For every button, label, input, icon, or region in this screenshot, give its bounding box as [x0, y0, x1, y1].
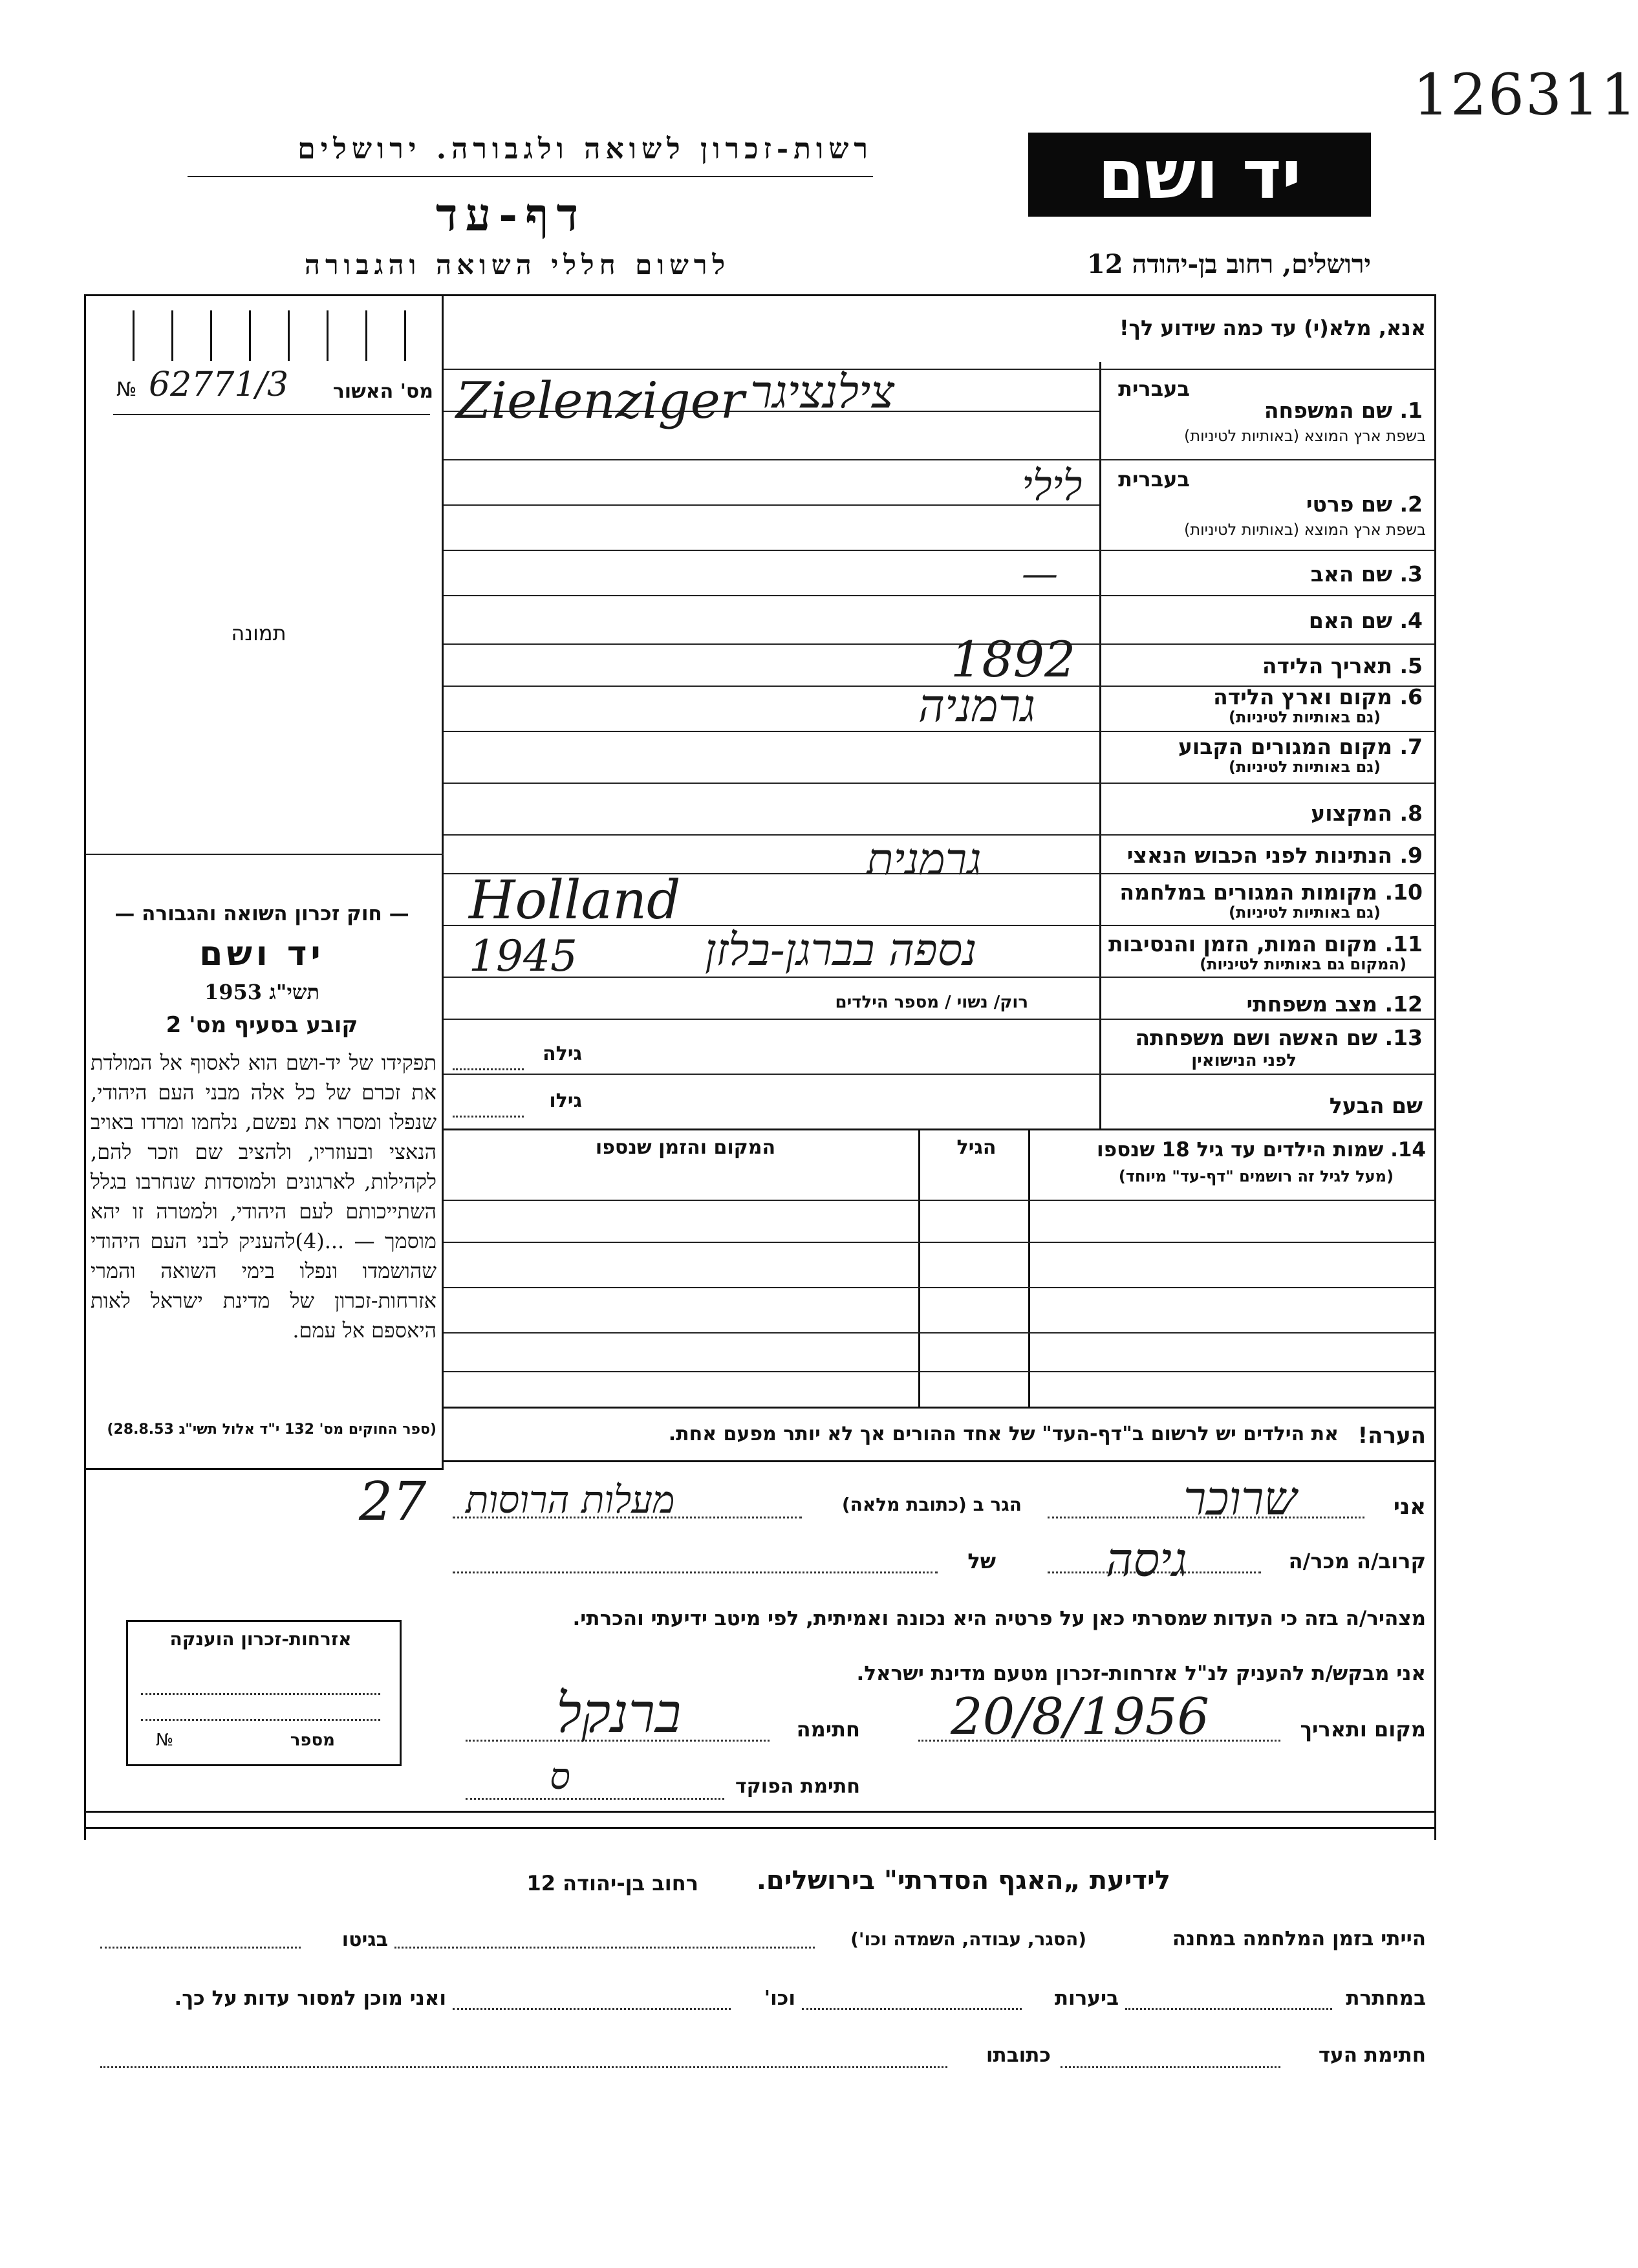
place-date-label: מקום ותאריך — [1300, 1717, 1426, 1742]
signature-value: ברנקל — [556, 1681, 682, 1745]
field-11-label: 11. מקום המות, הזמן והנסיבות — [1108, 931, 1423, 956]
relation-value: גיסה — [1106, 1533, 1187, 1587]
archive-number: 126311 — [1413, 61, 1638, 128]
frame-bottom — [84, 1811, 1436, 1813]
field-8-label: 8. המקצוע — [1311, 801, 1423, 826]
husband-age-line — [453, 1116, 524, 1118]
place-date-value: 20/8/1956 — [951, 1688, 1209, 1746]
relation-label: קרוב/ה מכר/ה — [1288, 1549, 1426, 1573]
field-5-value: 1892 — [951, 631, 1076, 688]
bottom-line3-a: חתימת העד — [1318, 2044, 1426, 2067]
header-address: ירושלים, רחוב בן-יהודה 12 — [1086, 249, 1371, 279]
hebrew-tag-1: בעברית — [1118, 376, 1190, 401]
field-9-value: גרמנית — [867, 834, 982, 885]
field-2-label: 2. שם פרטי — [1306, 491, 1423, 517]
intro-text: אנא, מלא(י) עד כמה שידוע לך! — [1119, 316, 1426, 340]
field-2-value: לילי — [1022, 462, 1083, 510]
certificate-line-1 — [141, 1693, 380, 1695]
field-14-label: 14. שמות הילדים עד גיל 18 שנספו — [1097, 1138, 1426, 1161]
husband-label: שם הבעל — [1329, 1093, 1423, 1118]
note-label: הערה! — [1357, 1423, 1426, 1449]
field-3-value: — — [1022, 553, 1058, 595]
of-line — [453, 1571, 938, 1573]
bottom-section-rule — [84, 1827, 1436, 1829]
field-4-label: 4. שם האם — [1308, 608, 1423, 633]
field-12-options: רוק/ נשוי / מספר הילדים — [835, 993, 1028, 1012]
photo-area-bottom — [86, 854, 444, 855]
field-6-label: 6. מקום וארץ הלידה — [1213, 684, 1423, 709]
field-9-label: 9. הנתינות לפני הכבוש הנאצי — [1126, 843, 1423, 868]
header-rule — [188, 176, 873, 177]
officer-value: ס — [550, 1756, 570, 1798]
hebrew-tag-2: בעברית — [1118, 467, 1190, 491]
certificate-number-label: מספר — [290, 1731, 335, 1750]
bottom-line2-dots-2 — [802, 2008, 1022, 2010]
field-1-value-hebrew: צילנציגר — [750, 365, 895, 418]
wife-age-label: גילה — [543, 1042, 582, 1065]
bottom-line2-b: ביערות — [1054, 1987, 1119, 2010]
declarant-i-label: אני — [1393, 1494, 1426, 1520]
law-heading: — חוק זכרון השואה והגבורה — — [114, 902, 409, 925]
bottom-line1-c: בגיטו — [341, 1928, 388, 1951]
wife-age-line — [453, 1068, 524, 1070]
frame-top — [84, 294, 1436, 296]
request-text: אני מבקש/ת להעניק לנ"ל אזרחות-זכרון מטעם מדינת ישראל. — [856, 1662, 1426, 1685]
bottom-line2-a: במחתרת — [1346, 1987, 1426, 2010]
approval-rule — [113, 414, 430, 415]
frame-left — [84, 294, 86, 1840]
field-11-sub: (המקום גם באותיות לטיניות) — [1200, 955, 1406, 973]
bottom-line1-a: הייתי בזמן המלחמה במחנה — [1172, 1927, 1426, 1950]
field-13-sub: לפני הנישואין — [1191, 1051, 1297, 1070]
bottom-line1-b: (הסגר, עבודה, השמדה וכו') — [850, 1928, 1086, 1950]
children-col-divider-1 — [918, 1129, 920, 1407]
left-panel-divider — [442, 294, 444, 1468]
bottom-line3-dots-2 — [100, 2066, 947, 2068]
certificate-number-sign: № — [155, 1731, 173, 1750]
field-12-label: 12. מצב משפחתי — [1246, 991, 1423, 1017]
photo-label: תמונה — [231, 621, 286, 645]
certificate-line-2 — [141, 1719, 380, 1721]
law-source: (ספר החוקים מס' 132 י"ד אלול תשי"ג 28.8.53) — [107, 1421, 436, 1438]
frame-right — [1434, 294, 1436, 1840]
of-label: של — [967, 1549, 996, 1573]
bottom-line2-c: וכו' — [764, 1987, 795, 2010]
bottom-line1-dots-2 — [100, 1947, 301, 1949]
field-6-value: גרמניה — [918, 679, 1036, 732]
bottom-line2-dots-3 — [453, 2008, 731, 2010]
children-col-place: המקום והזמן שנספו — [595, 1136, 776, 1159]
law-clause: קובע בסעיף מס' 2 — [166, 1012, 358, 1038]
resides-label: הגר ב (כתובת מלאה) — [841, 1494, 1022, 1515]
logo-text: יד ושם — [1097, 135, 1302, 214]
field-11-value-year: 1945 — [469, 931, 577, 981]
left-panel-bottom — [84, 1468, 444, 1470]
bottom-line2-dots-1 — [1125, 2008, 1332, 2010]
declare-text: מצהיר/ה בזה כי העדות שמסרתי כאן על פרטיה היא נכונה ואמיתית, לפי מיטב ידיעתי והכרתי. — [572, 1607, 1426, 1630]
note-bottom-rule — [444, 1460, 1434, 1462]
bottom-heading-address: רחוב בן-יהודה 12 — [526, 1871, 698, 1895]
field-10-sub: (גם באותיות לטיניות) — [1229, 903, 1381, 922]
children-table-bottom — [444, 1407, 1434, 1409]
declarant-name-line — [1048, 1517, 1364, 1518]
law-year: תשי"ג 1953 — [204, 980, 319, 1004]
bottom-line3-dots-1 — [1061, 2066, 1280, 2068]
approval-number: 62771/3 — [149, 365, 289, 404]
yad-vashem-logo — [1028, 133, 1371, 217]
bottom-line3-b: כתובתו — [986, 2044, 1051, 2067]
certificate-title: אזרחות-זכרון הוענקה — [169, 1628, 352, 1650]
bottom-heading: לידיעת „האגף הסדרתי" בירושלים. — [756, 1866, 1170, 1895]
field-1-value-latin: Zielenziger — [456, 372, 745, 430]
law-body: תפקידו של יד-ושם הוא לאסוף אל המולדת את זכרם של כל אלה מבני העם היהודי, שנפלו ומסרו את נפשם, נלחמו ומרדו באויב הנאצי ובעוזריו, ולהציב שם וזכר להם, לקהילות, לארגונים ולמוסדות שנחרבו בגלל השתייכותם לעם היהודי, ולמטרה זו יהא מוסמך — ...(4)להעניק לבני העם היהודי שהושמדו ונפלו בימי השואה והמרי אזרחות-זכרון של מדינת ישראל לאות היאספם אל עמם. — [91, 1050, 437, 1343]
children-table-top — [444, 1129, 1434, 1130]
authority-line: רשות-זכרון לשואה ולגבורה. ירושלים — [297, 133, 873, 166]
certificate-box — [126, 1620, 402, 1766]
signature-label: חתימה — [796, 1717, 860, 1742]
bottom-line1-dots-1 — [394, 1947, 815, 1949]
label-column-divider — [1099, 362, 1101, 1129]
law-name: יד ושם — [199, 934, 325, 973]
page-title: דף-עד — [435, 188, 587, 241]
children-col-age: הגיל — [956, 1136, 997, 1159]
field-10-value: Holland — [469, 870, 681, 931]
field-1-label: 1. שם המשפחה — [1264, 398, 1423, 423]
address-line — [453, 1517, 802, 1518]
bottom-line2-d: ואני מוכן למסור עדות על כך. — [174, 1987, 446, 2010]
declarant-address: מעלות הרוסות — [466, 1478, 675, 1522]
extra-mark: 27 — [359, 1471, 427, 1533]
field-7-sub: (גם באותיות לטיניות) — [1229, 758, 1381, 776]
declarant-name: שרוכר — [1183, 1471, 1297, 1526]
approval-no-sign: № — [116, 378, 137, 401]
officer-label: חתימת הפוקד — [735, 1775, 860, 1798]
field-10-label: 10. מקומות המגורים במלחמה — [1119, 880, 1423, 905]
field-13-label: 13. שם האשה ושם משפחתה — [1135, 1025, 1423, 1050]
field-3-label: 3. שם האב — [1310, 561, 1423, 587]
husband-age-label: גילו — [549, 1090, 582, 1112]
approval-label: מס' האשור — [332, 380, 433, 403]
field-6-sub: (גם באותיות לטיניות) — [1229, 708, 1381, 726]
officer-line — [466, 1798, 724, 1800]
field-7-label: 7. מקום המגורים הקבוע — [1178, 734, 1423, 759]
field-2-sub: בשפת ארץ המוצא (באותיות לטיניות) — [1184, 521, 1426, 539]
note-text: את הילדים יש לרשום ב"דף-העד" של אחד ההורים אך לא יותר מפעם אחת. — [668, 1423, 1339, 1445]
children-col-divider-2 — [1028, 1129, 1030, 1407]
field-14-sub: (מעל לגיל זה רושמים "דף-עד" מיוחד) — [1118, 1167, 1394, 1185]
page-subtitle: לרשום חללי השואה והגבורה — [304, 249, 731, 281]
field-1-sub: בשפת ארץ המוצא (באותיות לטיניות) — [1184, 427, 1426, 445]
field-11-value-place: נספה בברגן-בלזן — [705, 925, 977, 976]
field-5-label: 5. תאריך הלידה — [1262, 653, 1423, 678]
